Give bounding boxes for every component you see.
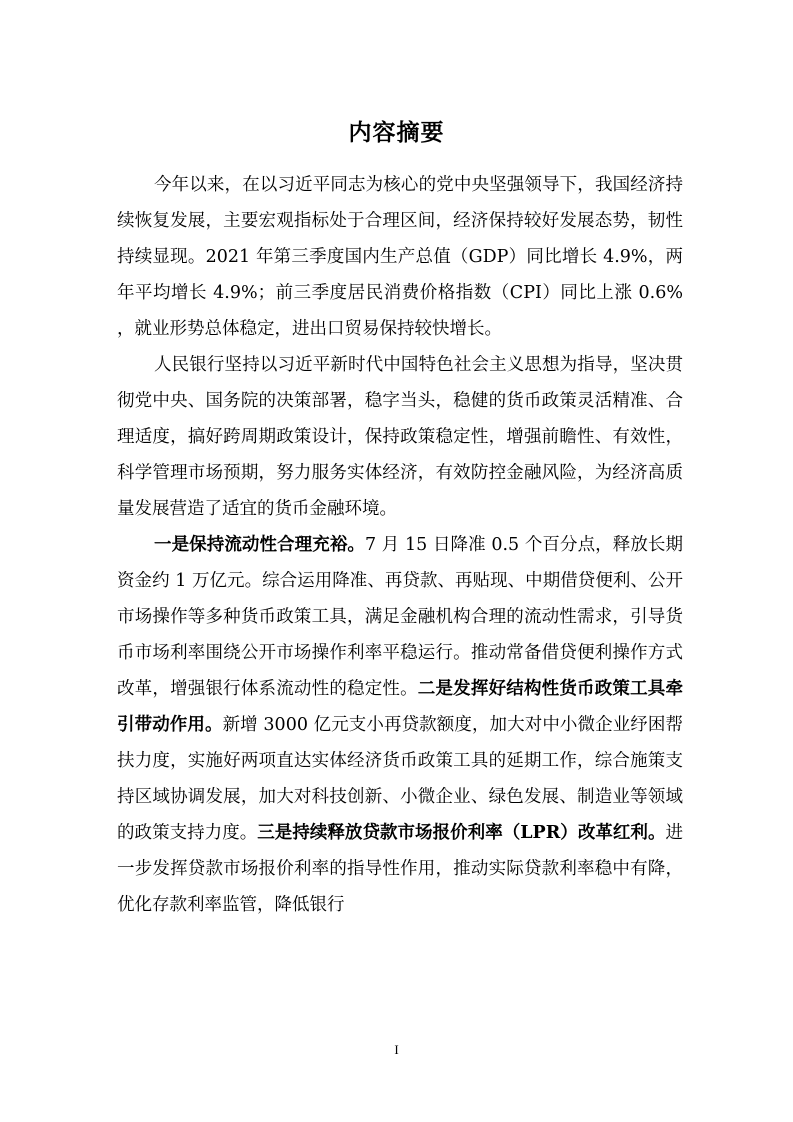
paragraph-3 bbox=[117, 527, 683, 923]
page-title: 内容摘要 bbox=[348, 120, 445, 147]
paragraph-3-lead-2: 二是发挥好结构性货币政策工具牵引带动作用。 bbox=[117, 679, 684, 735]
paragraph-3-lead-3: 三是持续释放贷款市场报价利率（LPR）改革红利。 bbox=[257, 823, 666, 843]
paragraph-1-text: 今年以来，在以习近平同志为核心的党中央坚强领导下，我国经济持续恢复发展，主要宏观指标处于合理区间，经济保持较好发展态势，韧性持续显现。2021 年第三季度国内生产总值（GDP）同比增长 4.9%，两年平均增长 4.9%；前三季度居民消费价格指数（CPI）同比上涨 0.6%，就业形势总体稳定，进出口贸易保持较快增长。 bbox=[117, 175, 683, 339]
paragraph-2-text: 人民银行坚持以习近平新时代中国特色社会主义思想为指导，坚决贯彻党中央、国务院的决策部署，稳字当头，稳健的货币政策灵活精准、合理适度，搞好跨周期政策设计，保持政策稳定性，增强前瞻性、有效性，科学管理市场预期，努力服务实体经济，有效防控金融风险，为经济高质量发展营造了适宜的货币金融环境。 bbox=[117, 355, 683, 519]
body-text bbox=[117, 167, 683, 923]
page-number: I bbox=[394, 1042, 399, 1057]
paragraph-2 bbox=[117, 347, 683, 527]
paragraph-3-text-3: 进一步发挥贷款市场报价利率的指导性作用，推动实际贷款利率稳中有降，优化存款利率监管，降低银行 bbox=[117, 823, 683, 915]
paragraph-1 bbox=[117, 167, 683, 347]
paragraph-3-lead-1: 一是保持流动性合理充裕。 bbox=[154, 535, 366, 555]
paragraph-3-text-1: 7 月 15 日降准 0.5 个百分点，释放长期资金约 1 万亿元。综合运用降准、再贷款、再贴现、中期借贷便利、公开市场操作等多种货币政策工具，满足金融机构合理的流动性需求，引导货币市场利率围绕公开市场操作利率平稳运行。推动常备借贷便利操作方式改革，增强银行体系流动性的稳定性。 bbox=[117, 535, 683, 699]
paragraph-3-text-2: 新增 3000 亿元支小再贷款额度，加大对中小微企业纾困帮扶力度，实施好两项直达实体经济货币政策工具的延期工作，综合施策支持区域协调发展，加大对科技创新、小微企业、绿色发展、制造业等领域的政策支持力度。 bbox=[117, 715, 684, 843]
